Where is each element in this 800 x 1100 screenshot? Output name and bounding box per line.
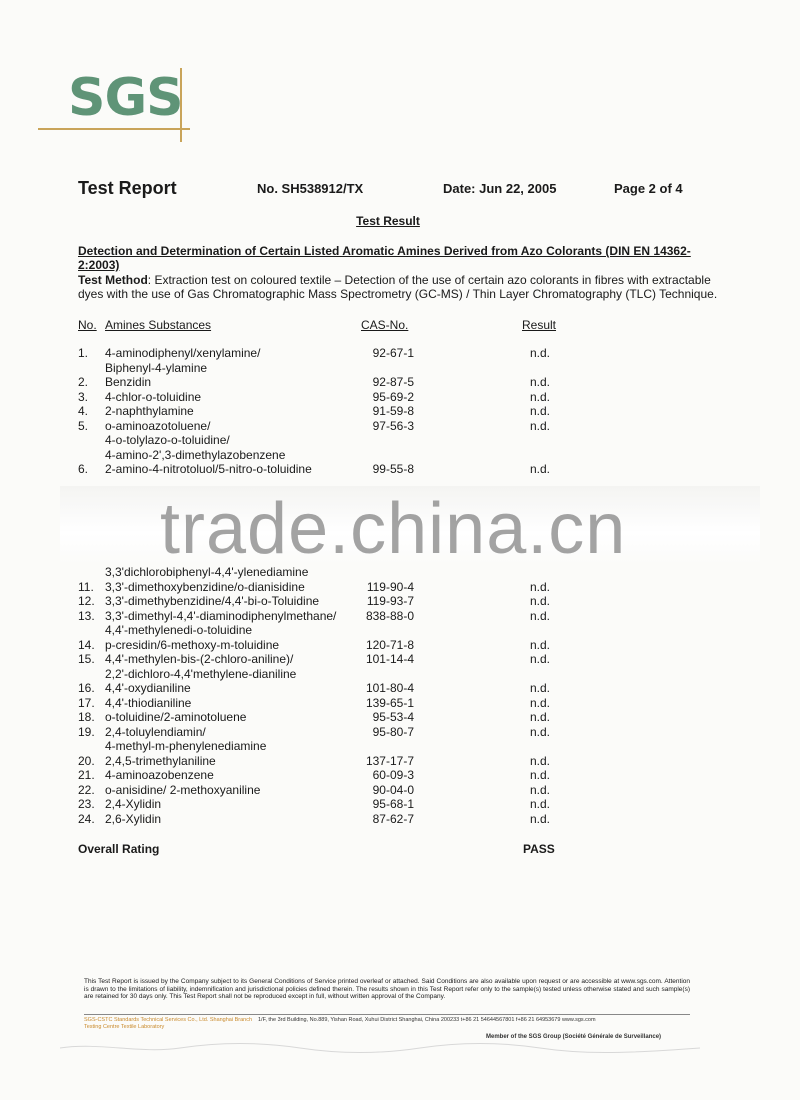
row-number: 13. <box>78 608 95 623</box>
substance-line: 3,3'-dimethybenzidine/4,4'-bi-o-Toluidine <box>105 594 320 608</box>
row-result: n.d. <box>529 681 550 695</box>
row-substance <box>105 768 355 783</box>
report-number: No. SH538912/TX <box>257 181 364 196</box>
row-substance <box>105 419 355 463</box>
substance-line: 2,4-toluylendiamin/ <box>105 724 206 739</box>
row-substance <box>105 404 355 419</box>
row-number: 16. <box>78 681 95 695</box>
row-cas: 119-93-7 <box>366 594 414 608</box>
substance-line: 2,2'-dichloro-4,4'methylene-dianiline <box>105 666 297 681</box>
row-cas: 101-80-4 <box>365 681 414 695</box>
row-number: 3. <box>78 389 89 404</box>
row-cas: 92-67-1 <box>372 346 414 360</box>
table-row <box>0 375 800 390</box>
substance-line: 4,4'-methylen-bis-(2-chloro-aniline)/ <box>105 652 294 666</box>
row-result: n.d. <box>529 418 550 433</box>
row-result: n.d. <box>529 768 550 782</box>
row-substance <box>105 652 355 681</box>
substance-line: 2,4-Xylidin <box>105 797 162 811</box>
row-number: 15. <box>78 652 95 666</box>
substance-line: 2,6-Xylidin <box>105 811 162 826</box>
logo-rule-horizontal <box>38 128 190 130</box>
row-number: 24. <box>78 811 95 826</box>
substance-line: 2-amino-4-nitrotoluol/5-nitro-o-toluidine <box>105 462 312 476</box>
footer-member: Member of the SGS Group (Société Générale de Surveillance) <box>486 1034 662 1040</box>
table-row <box>0 681 800 696</box>
row-cas: 95-68-1 <box>372 797 414 811</box>
row-substance <box>105 375 355 390</box>
substance-line: p-cresidin/6-methoxy-m-toluidine <box>105 637 280 652</box>
row-substance <box>105 346 355 375</box>
table-row <box>0 725 800 754</box>
row-result: n.d. <box>529 608 550 623</box>
footer-decoration <box>60 1040 700 1054</box>
row-number: 5. <box>78 418 89 433</box>
table-row <box>0 652 800 681</box>
table-row <box>0 768 800 783</box>
row-substance <box>105 783 355 798</box>
substance-line: o-aminoazotoluene/ <box>105 418 211 433</box>
table-row <box>0 390 800 405</box>
test-method-text: : Extraction test on coloured textile – Detection of the use of certain azo colorants in fibres with extractable dyes with the use of Gas Chromatographic Mass Spectrometry (GC-MS) / Thin Layer Chromatography (TLC) Technique. <box>78 273 718 301</box>
row-number: 17. <box>78 695 95 710</box>
row-number: 2. <box>78 375 89 389</box>
table-row <box>0 696 800 711</box>
substance-line: 3,3'-dimethyl-4,4'-diaminodiphenylmethane/ <box>105 608 337 623</box>
table-row <box>0 609 800 638</box>
substance-line: o-anisidine/ 2-methoxyaniline <box>105 782 261 797</box>
row-number: 1. <box>78 346 89 360</box>
table-row <box>0 419 800 463</box>
row-cas: 838-88-0 <box>365 608 414 623</box>
table-row <box>0 346 800 375</box>
substance-line: 4,4'-methylenedi-o-toluidine <box>105 623 253 637</box>
substance-line: 2,4,5-trimethylaniline <box>105 753 216 768</box>
row-substance <box>105 812 355 827</box>
table-row <box>0 710 800 725</box>
row-cas: 137-17-7 <box>365 753 414 768</box>
row-result: n.d. <box>529 724 550 739</box>
row-result: n.d. <box>529 389 550 404</box>
row-cas: 139-65-1 <box>365 695 414 710</box>
row-result: n.d. <box>529 462 550 476</box>
substance-line: 4,4'-thiodianiline <box>105 695 192 710</box>
section-title: Test Result <box>356 214 420 228</box>
row-substance <box>105 580 355 595</box>
test-method <box>78 273 718 301</box>
substance-line: 4-aminoazobenzene <box>105 768 214 782</box>
row-number: 11. <box>78 579 94 594</box>
substance-line: 4-methyl-m-phenylenediamine <box>105 739 267 753</box>
page-indicator: Page 2 of 4 <box>614 181 683 196</box>
substance-line: 4-aminodiphenyl/xenylamine/ <box>105 346 261 360</box>
row-cas: 60-09-3 <box>372 768 414 782</box>
row-cas: 87-62-7 <box>372 811 414 826</box>
row-cas: 101-14-4 <box>365 652 414 666</box>
substance-line: 3,3'-dimethoxybenzidine/o-dianisidine <box>105 579 305 594</box>
row-substance <box>105 609 355 638</box>
row-substance <box>105 725 355 754</box>
row-number: 21. <box>78 768 95 782</box>
row-number: 22. <box>78 782 95 797</box>
row-substance <box>105 710 355 725</box>
substance-line: 4-o-tolylazo-o-toluidine/ <box>105 433 230 447</box>
column-header-substance: Amines Substances <box>105 318 212 332</box>
row-cas: 95-69-2 <box>372 389 414 404</box>
row-result: n.d. <box>529 652 550 666</box>
row-number: 12. <box>78 594 95 608</box>
report-title: Test Report <box>78 178 177 198</box>
test-method-label: Test Method <box>78 273 148 287</box>
row-cas: 119-90-4 <box>366 579 414 594</box>
row-result: n.d. <box>529 637 550 652</box>
column-header-result: Result <box>522 318 557 332</box>
table-row <box>0 797 800 812</box>
row-cas: 99-55-8 <box>372 462 414 476</box>
row-result: n.d. <box>529 695 550 710</box>
column-header-cas: CAS-No. <box>361 318 409 332</box>
overall-rating-label: Overall Rating <box>78 842 160 856</box>
footer-address: 1/F, the 3rd Building, No.889, Yishan Road, Xuhui District Shanghai, China 200233 t+86 21 54644567801 f+86 21 64953679 www.sgs.com <box>258 1017 596 1023</box>
substance-line: 4,4'-oxydianiline <box>105 681 191 695</box>
substance-line: Benzidin <box>105 375 152 389</box>
row-cas: 95-80-7 <box>372 724 414 739</box>
row-substance <box>105 754 355 769</box>
row-number: 18. <box>78 710 95 724</box>
table-row <box>0 638 800 653</box>
row-result: n.d. <box>529 375 550 389</box>
footer-notice: This Test Report is issued by the Company subject to its General Conditions of Service printed overleaf or attached. Said Conditions are also available upon request or are accessible at www.sgs.com. Attention is drawn to the limitations of liability, indemnification and jurisdictional policies defined therein. The results shown in this Test Report refer only to the sample(s) tested unless otherwise stated and such sample(s) are retained for 30 days only. This Test Report shall not be reproduced except in full, without written approval of the Company. <box>84 978 690 1000</box>
row-result: n.d. <box>529 811 550 826</box>
row-substance <box>105 681 355 696</box>
row-number: 6. <box>78 462 89 476</box>
column-header-no: No. <box>78 318 97 332</box>
row-result: n.d. <box>529 710 550 724</box>
table-row <box>0 754 800 769</box>
substance-line: 2-naphthylamine <box>105 404 194 418</box>
row-result: n.d. <box>529 782 550 797</box>
table-row <box>0 783 800 798</box>
row-substance <box>105 638 355 653</box>
sgs-logo: SGS <box>68 68 183 128</box>
row-result: n.d. <box>529 594 550 608</box>
row-substance <box>105 390 355 405</box>
substance-line: 3,3'dichlorobiphenyl-4,4'-ylenediamine <box>105 565 309 579</box>
row-cas: 95-53-4 <box>372 710 414 724</box>
row-number: 19. <box>78 724 95 739</box>
row-substance <box>105 462 355 477</box>
row-result: n.d. <box>529 797 550 811</box>
row-result: n.d. <box>529 346 550 360</box>
row-substance <box>105 696 355 711</box>
table-row <box>0 594 800 609</box>
row-number: 14. <box>78 637 95 652</box>
row-result: n.d. <box>529 753 550 768</box>
table-row <box>0 580 800 595</box>
row-substance <box>105 797 355 812</box>
footer-company: SGS-CSTC Standards Technical Services Co., Ltd. Shanghai Branch Testing Centre Textile Laboratory <box>84 1017 253 1030</box>
row-cas: 120-71-8 <box>365 637 414 652</box>
substance-line: Biphenyl-4-ylamine <box>105 360 208 375</box>
table-row <box>0 812 800 827</box>
row-cas: 92-87-5 <box>372 375 414 389</box>
report-date: Date: Jun 22, 2005 <box>443 181 557 196</box>
overall-rating-value: PASS <box>523 842 555 856</box>
row-number: 4. <box>78 404 89 418</box>
row-result: n.d. <box>529 404 550 418</box>
substance-line: 4-chlor-o-toluidine <box>105 389 202 404</box>
table-row <box>0 404 800 419</box>
row-cas: 97-56-3 <box>372 418 414 433</box>
test-heading: Detection and Determination of Certain Listed Aromatic Amines Derived from Azo Colorants (DIN EN 14362-2:2003) <box>78 244 691 272</box>
row-cas: 91-59-8 <box>372 404 414 418</box>
substance-line: o-toluidine/2-aminotoluene <box>105 710 247 724</box>
footer-divider <box>84 1014 690 1015</box>
row-number: 20. <box>78 753 95 768</box>
substance-line: 4-amino-2',3-dimethylazobenzene <box>105 447 286 462</box>
table-row <box>0 462 800 477</box>
row-cas: 90-04-0 <box>372 782 414 797</box>
row-substance <box>105 594 355 609</box>
row-number: 23. <box>78 797 95 811</box>
row-result: n.d. <box>529 579 550 594</box>
watermark: trade.china.cn <box>160 489 627 569</box>
